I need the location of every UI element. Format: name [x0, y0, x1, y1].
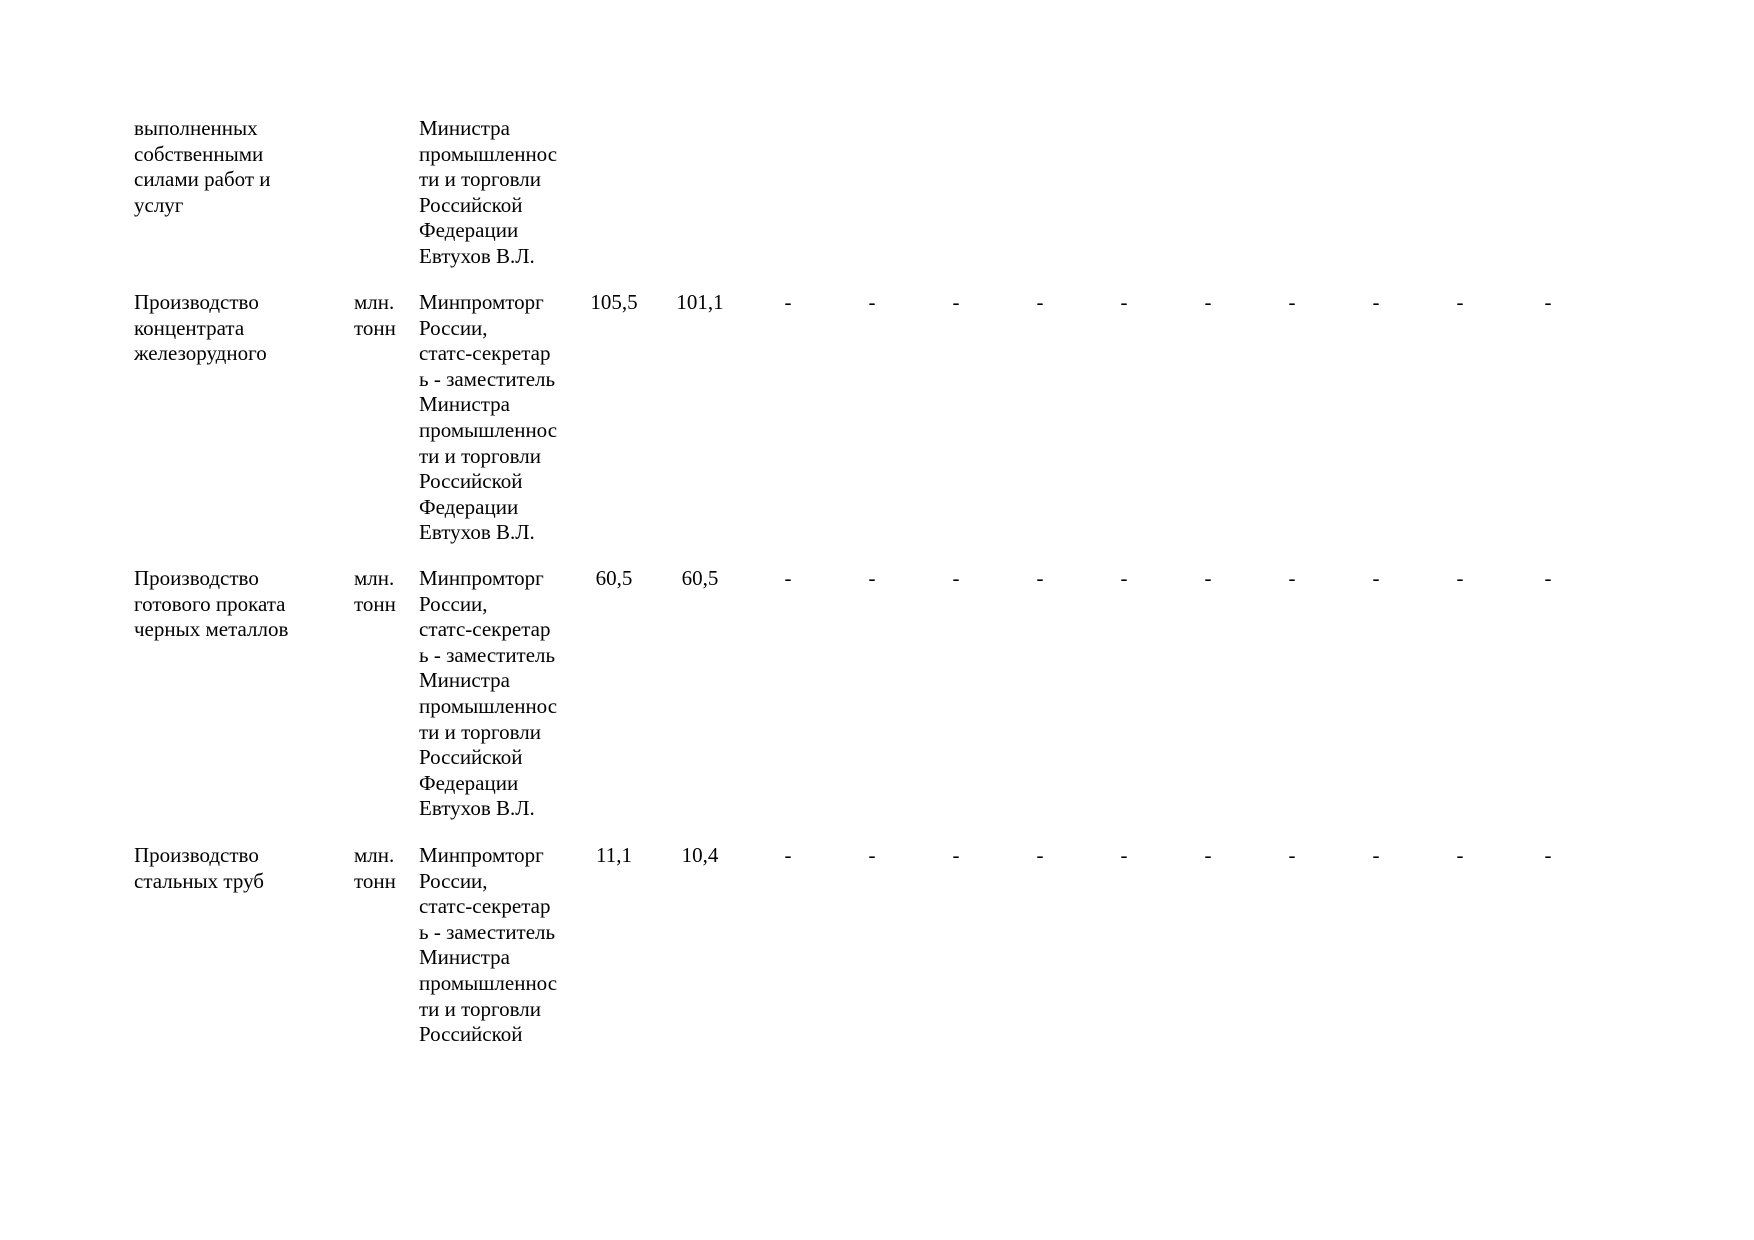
dash-cell: - [784, 566, 792, 590]
responsible-cell: Минпромторг России, статс-секретар ь - заместитель Министра промышленнос ти и торговли Российской Федерации Евтухов В.Л. [419, 566, 558, 821]
dash-cell: - [1036, 566, 1044, 590]
responsible-cell: Минпромторг России, статс-секретар ь - заместитель Министра промышленнос ти и торговли Российской Федерации Евтухов В.Л. [419, 290, 558, 545]
dash-cell: - [1456, 290, 1464, 314]
dash-cell: - [1544, 290, 1552, 314]
value-2-cell: 101,1 [676, 290, 724, 314]
dash-cell: - [952, 566, 960, 590]
dash-cell: - [1372, 566, 1380, 590]
dash-cell: - [1544, 566, 1552, 590]
dash-cell: - [952, 843, 960, 867]
indicator-name: Производство готового проката черных металлов [134, 566, 289, 642]
dash-cell: - [1288, 290, 1296, 314]
dash-cell: - [1288, 566, 1296, 590]
dash-cell: - [1456, 566, 1464, 590]
dash-cell: - [1036, 290, 1044, 314]
dash-cell: - [868, 566, 876, 590]
unit-cell: млн. тонн [354, 290, 396, 340]
indicator-name: Производство концентрата железорудного [134, 290, 267, 366]
responsible-cell: Минпромторг России, статс-секретар ь - заместитель Министра промышленнос ти и торговли Российской [419, 843, 558, 1047]
dash-cell: - [1288, 843, 1296, 867]
dash-cell: - [1204, 843, 1212, 867]
dash-cell: - [1372, 843, 1380, 867]
responsible-cell: Министра промышленнос ти и торговли Российской Федерации Евтухов В.Л. [419, 116, 558, 268]
dash-cell: - [784, 843, 792, 867]
unit-cell: млн. тонн [354, 843, 396, 893]
dash-cell: - [1544, 843, 1552, 867]
dash-cell: - [1120, 290, 1128, 314]
dash-cell: - [784, 290, 792, 314]
value-2-cell: 10,4 [681, 843, 719, 867]
dash-cell: - [952, 290, 960, 314]
unit-cell: млн. тонн [354, 566, 396, 616]
dash-cell: - [868, 290, 876, 314]
dash-cell: - [1204, 290, 1212, 314]
dash-cell: - [1456, 843, 1464, 867]
dash-cell: - [868, 843, 876, 867]
dash-cell: - [1120, 843, 1128, 867]
value-2-cell: 60,5 [681, 566, 719, 590]
dash-cell: - [1204, 566, 1212, 590]
dash-cell: - [1120, 566, 1128, 590]
value-1-cell: 11,1 [596, 843, 632, 867]
value-1-cell: 60,5 [595, 566, 633, 590]
indicator-name: выполненных собственными силами работ и услуг [134, 116, 271, 217]
dash-cell: - [1036, 843, 1044, 867]
indicator-name: Производство стальных труб [134, 843, 264, 893]
dash-cell: - [1372, 290, 1380, 314]
value-1-cell: 105,5 [590, 290, 638, 314]
